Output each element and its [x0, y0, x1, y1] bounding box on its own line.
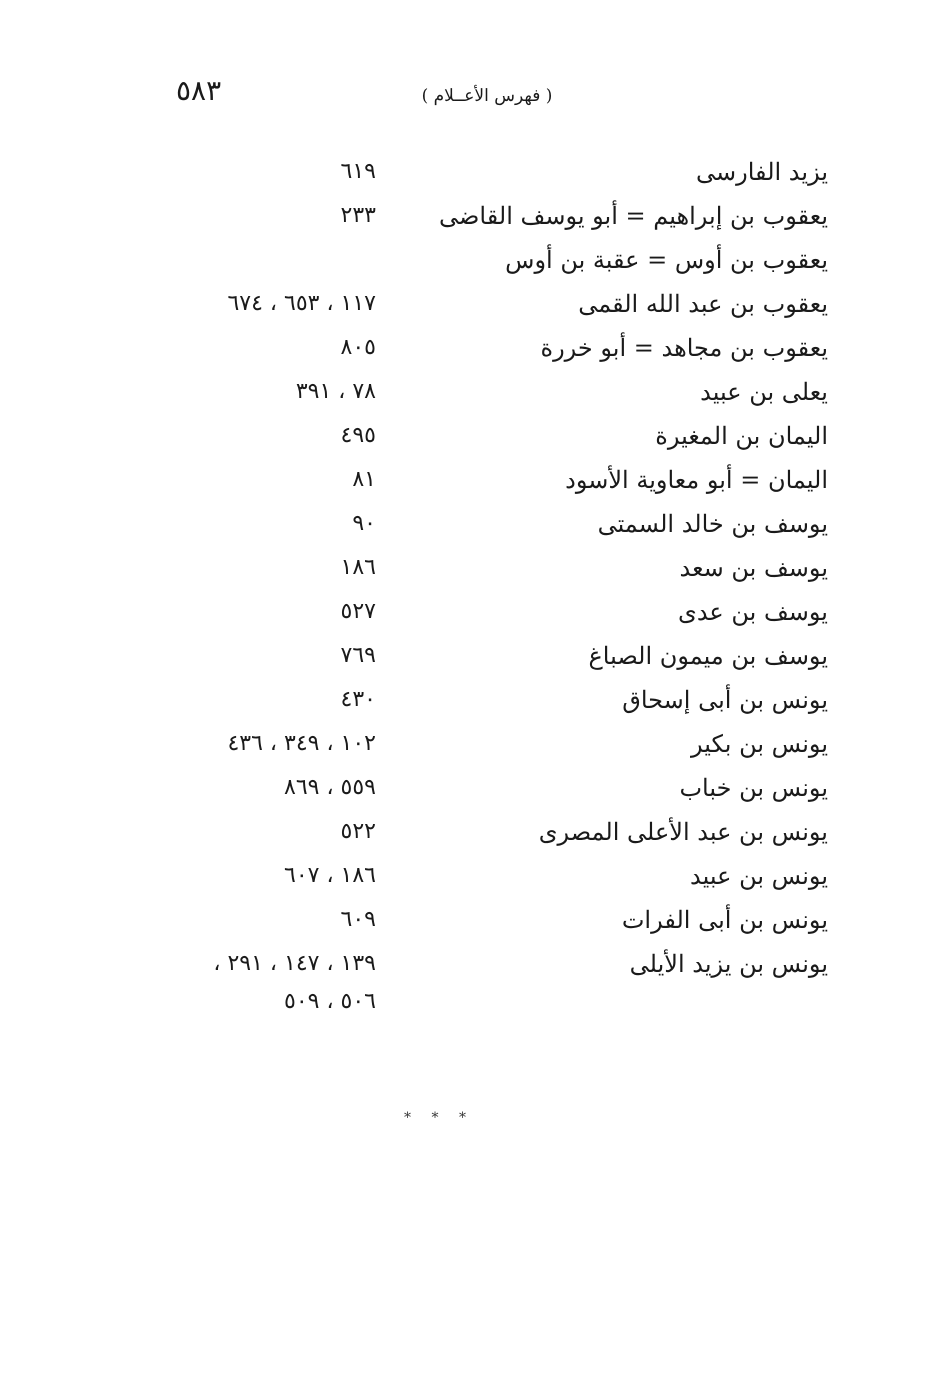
entry-name: اليمان بن المغيرة	[655, 422, 828, 450]
entry-name: يزيد الفارسى	[696, 158, 828, 186]
section-divider: * * *	[404, 1110, 474, 1126]
entry-name: يونس بن خباب	[679, 774, 828, 802]
index-entry	[0, 678, 936, 722]
index-entry	[0, 238, 936, 282]
entry-pages: ٢٣٣	[340, 203, 376, 228]
entry-pages: ٩٠	[352, 511, 376, 536]
entry-name: يوسف بن ميمون الصباغ	[588, 642, 828, 670]
entry-pages: ٦٠٩	[340, 907, 376, 932]
entry-pages: ٨٠٥	[340, 335, 376, 360]
entry-pages: ٥٢٧	[340, 599, 376, 624]
entry-pages: ٥٥٩ ، ٨٦٩	[284, 775, 376, 800]
index-entry	[0, 854, 936, 898]
index-entry-continuation	[0, 980, 936, 1024]
index-entry	[0, 590, 936, 634]
entry-name: يونس بن أبى إسحاق	[622, 686, 828, 714]
entry-name: يوسف بن عدى	[678, 598, 828, 626]
entry-pages: ٨١	[352, 467, 376, 492]
entry-pages: ٥٠٦ ، ٥٠٩	[284, 989, 376, 1014]
running-title: ( فهرس الأعــلام )	[421, 86, 553, 106]
page-number: ٥٨٣	[176, 74, 222, 107]
entry-name: يعقوب بن إبراهيم = أبو يوسف القاضى	[439, 202, 828, 230]
index-entry	[0, 150, 936, 194]
entry-name: اليمان = أبو معاوية الأسود	[565, 466, 828, 494]
index-entry	[0, 810, 936, 854]
entry-pages: ٥٢٢	[340, 819, 376, 844]
index-entry	[0, 898, 936, 942]
entry-pages: ٦١٩	[340, 159, 376, 184]
index-entry	[0, 326, 936, 370]
entry-pages: ٤٣٠	[340, 687, 376, 712]
entry-pages: ١٠٢ ، ٣٤٩ ، ٤٣٦	[227, 731, 376, 756]
entry-pages: ١٨٦ ، ٦٠٧	[284, 863, 376, 888]
entry-pages: ١٨٦	[340, 555, 376, 580]
entry-name: يونس بن عبيد	[690, 862, 828, 890]
index-entry	[0, 502, 936, 546]
entry-name: يوسف بن سعد	[679, 554, 828, 582]
entry-pages: ٤٩٥	[340, 423, 376, 448]
entry-pages: ٧٨ ، ٣٩١	[295, 379, 376, 404]
index-entry	[0, 722, 936, 766]
entry-name: يونس بن بكير	[691, 730, 828, 758]
index-entry	[0, 634, 936, 678]
entry-name: يعقوب بن أوس = عقبة بن أوس	[505, 246, 828, 274]
entry-pages: ١١٧ ، ٦٥٣ ، ٦٧٤	[227, 291, 376, 316]
entry-name: يونس بن يزيد الأيلى	[629, 950, 828, 978]
index-entry	[0, 414, 936, 458]
entry-name: يعلى بن عبيد	[700, 378, 828, 406]
entry-pages: ٧٦٩	[340, 643, 376, 668]
entry-name: يعقوب بن مجاهد = أبو خررة	[540, 334, 828, 362]
entry-name: يوسف بن خالد السمتى	[597, 510, 828, 538]
index-entry	[0, 282, 936, 326]
index-entry	[0, 458, 936, 502]
index-entry	[0, 546, 936, 590]
entry-name: يعقوب بن عبد الله القمى	[578, 290, 828, 318]
index-entry	[0, 194, 936, 238]
index-entry	[0, 766, 936, 810]
entry-name: يونس بن عبد الأعلى المصرى	[538, 818, 828, 846]
entry-pages: ١٣٩ ، ١٤٧ ، ٢٩١ ،	[213, 951, 376, 976]
entry-name: يونس بن أبى الفرات	[621, 906, 828, 934]
index-entry	[0, 370, 936, 414]
